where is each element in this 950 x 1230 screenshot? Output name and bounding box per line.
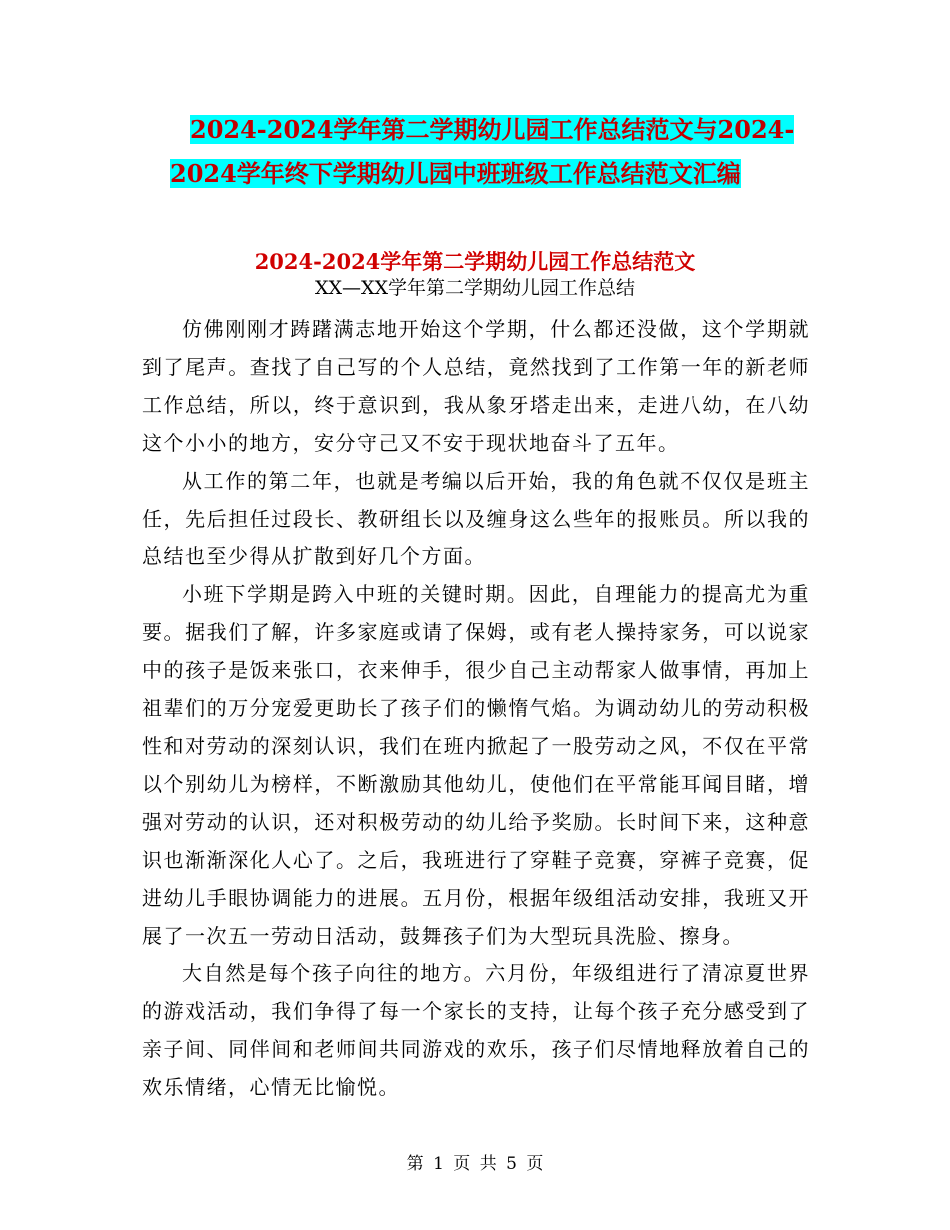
document-title-highlight: 2024-2024学年第二学期幼儿园工作总结范文与2024-2024学年终下学期幼儿园中班班级工作总结范文汇编 (170, 115, 795, 188)
document-title (170, 108, 820, 196)
paragraph-4: 大自然是每个孩子向往的地方。六月份，年级组进行了清凉夏世界的游戏活动，我们争得了每一个家长的支持，让每个孩子充分感受到了亲子间、同伴间和老师间共同游戏的欢乐，孩子们尽情地释放着自己的欢乐情绪，心情无比愉悦。 (142, 961, 810, 1100)
page-footer: 第 1 页 共 5 页 (406, 1154, 544, 1174)
subtitle: XX—XX学年第二学期幼儿园工作总结 (314, 277, 636, 299)
section-title: 2024-2024学年第二学期幼儿园工作总结范文 (254, 249, 696, 274)
paragraph-2: 从工作的第二年，也就是考编以后开始，我的角色就不仅仅是班主任，先后担任过段长、教研组长以及缠身这么些年的报账员。所以我的总结也至少得从扩散到好几个方面。 (142, 468, 810, 569)
body-text (142, 311, 810, 1107)
paragraph-1: 仿佛刚刚才踌躇满志地开始这个学期，什么都还没做，这个学期就到了尾声。查找了自己写的个人总结，竟然找到了工作第一年的新老师工作总结，所以，终于意识到，我从象牙塔走出来，走进八幼，在八幼这个小小的地方，安分守己又不安于现状地奋斗了五年。 (142, 317, 810, 455)
paragraph-3: 小班下学期是跨入中班的关键时期。因此，自理能力的提高尤为重要。据我们了解，许多家庭或请了保姆，或有老人操持家务，可以说家中的孩子是饭来张口，衣来伸手，很少自己主动帮家人做事情，再加上祖辈们的万分宠爱更助长了孩子们的懒惰气焰。为调动幼儿的劳动积极性和对劳动的深刻认识，我们在班内掀起了一股劳动之风，不仅在平常以个别幼儿为榜样，不断激励其他幼儿，使他们在平常能耳闻目睹，增强对劳动的认识，还对积极劳动的幼儿给予奖励。长时间下来，这种意识也渐渐深化人心了。之后，我班进行了穿鞋子竞赛，穿裤子竞赛，促进幼儿手眼协调能力的进展。五月份，根据年级组活动安排，我班又开展了一次五一劳动日活动，鼓舞孩子们为大型玩具洗脸、擦身。 (142, 582, 810, 948)
